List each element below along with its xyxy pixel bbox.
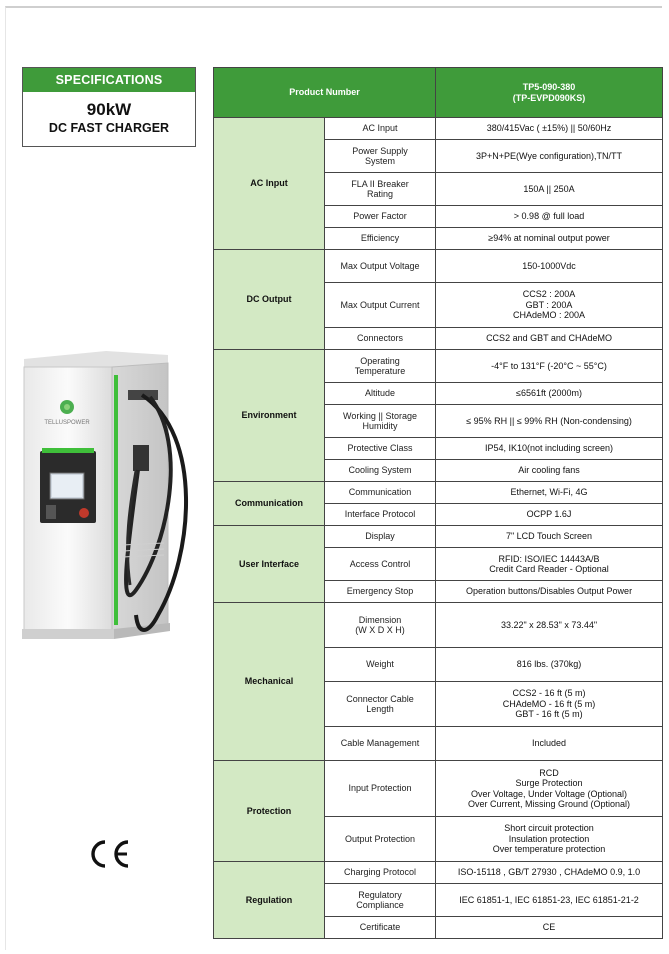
parameter-value: CE	[436, 917, 663, 939]
product-type: DC FAST CHARGER	[48, 121, 170, 135]
parameter-label: Altitude	[325, 383, 436, 405]
table-row	[214, 482, 663, 504]
table-row	[214, 862, 663, 884]
parameter-value: CCS2 - 16 ft (5 m) CHAdeMO - 16 ft (5 m) GBT - 16 ft (5 m)	[436, 682, 663, 727]
specifications-heading: SPECIFICATIONS	[23, 68, 195, 92]
parameter-value: 816 lbs. (370kg)	[436, 648, 663, 682]
parameter-value: CCS2 : 200A GBT : 200A CHAdeMO : 200A	[436, 283, 663, 328]
section-label: Environment	[214, 350, 325, 482]
table-row	[214, 526, 663, 548]
parameter-value: ≥94% at nominal output power	[436, 228, 663, 250]
section-label: Mechanical	[214, 603, 325, 761]
parameter-label: Operating Temperature	[325, 350, 436, 383]
parameter-label: Power Supply System	[325, 140, 436, 173]
parameter-label: Max Output Voltage	[325, 250, 436, 283]
parameter-label: FLA II Breaker Rating	[325, 173, 436, 206]
parameter-label: Connector Cable Length	[325, 682, 436, 727]
product-number-value: TP5-090-380 (TP-EVPD090KS)	[436, 68, 663, 118]
section-label: AC Input	[214, 118, 325, 250]
parameter-value: > 0.98 @ full load	[436, 206, 663, 228]
parameter-value: RFID: ISO/IEC 14443A/B Credit Card Reader - Optional	[436, 548, 663, 581]
parameter-label: Output Protection	[325, 817, 436, 862]
parameter-label: Regulatory Compliance	[325, 884, 436, 917]
parameter-value: 380/415Vac ( ±15%) || 50/60Hz	[436, 118, 663, 140]
parameter-value: 33.22" x 28.53" x 73.44"	[436, 603, 663, 648]
charger-image	[18, 345, 198, 645]
parameter-label: Weight	[325, 648, 436, 682]
parameter-value: Operation buttons/Disables Output Power	[436, 581, 663, 603]
parameter-value: Ethernet, Wi-Fi, 4G	[436, 482, 663, 504]
parameter-value: CCS2 and GBT and CHAdeMO	[436, 328, 663, 350]
power-rating: 90kW	[86, 100, 132, 119]
section-label: Communication	[214, 482, 325, 526]
parameter-value: 150A || 250A	[436, 173, 663, 206]
parameter-value: 150-1000Vdc	[436, 250, 663, 283]
parameter-value: OCPP 1.6J	[436, 504, 663, 526]
table-header-row	[214, 68, 663, 118]
parameter-value: -4°F to 131°F (-20°C ~ 55°C)	[436, 350, 663, 383]
brand-logo-text: TELLUSPOWER	[44, 420, 90, 426]
brand-logo	[60, 400, 74, 414]
parameter-label: AC Input	[325, 118, 436, 140]
parameter-label: Charging Protocol	[325, 862, 436, 884]
parameter-label: Interface Protocol	[325, 504, 436, 526]
parameter-value: Short circuit protection Insulation protection Over temperature protection	[436, 817, 663, 862]
parameter-value: RCD Surge Protection Over Voltage, Under Voltage (Optional) Over Current, Missing Ground (Optional)	[436, 761, 663, 817]
table-row	[214, 250, 663, 283]
parameter-value: IP54, IK10(not including screen)	[436, 438, 663, 460]
parameter-label: Protective Class	[325, 438, 436, 460]
parameter-label: Access Control	[325, 548, 436, 581]
parameter-label: Cooling System	[325, 460, 436, 482]
product-number-label: Product Number	[214, 68, 436, 118]
section-label: Regulation	[214, 862, 325, 939]
parameter-value: ≤6561ft (2000m)	[436, 383, 663, 405]
parameter-value: 3P+N+PE(Wye configuration),TN/TT	[436, 140, 663, 173]
parameter-value: Air cooling fans	[436, 460, 663, 482]
parameter-label: Emergency Stop	[325, 581, 436, 603]
table-row	[214, 350, 663, 383]
parameter-label: Display	[325, 526, 436, 548]
table-row	[214, 603, 663, 648]
table-row	[214, 761, 663, 817]
parameter-label: Certificate	[325, 917, 436, 939]
specifications-box	[22, 67, 196, 147]
parameter-value: ≤ 95% RH || ≤ 99% RH (Non-condensing)	[436, 405, 663, 438]
parameter-value: IEC 61851-1, IEC 61851-23, IEC 61851-21-2	[436, 884, 663, 917]
section-label: DC Output	[214, 250, 325, 350]
parameter-label: Input Protection	[325, 761, 436, 817]
parameter-label: Communication	[325, 482, 436, 504]
ce-mark	[88, 838, 132, 875]
parameter-label: Power Factor	[325, 206, 436, 228]
table-row	[214, 118, 663, 140]
section-label: User Interface	[214, 526, 325, 603]
parameter-value: ISO-15118 , GB/T 27930 , CHAdeMO 0.9, 1.0	[436, 862, 663, 884]
parameter-label: Working || Storage Humidity	[325, 405, 436, 438]
parameter-value: Included	[436, 727, 663, 761]
specifications-table	[213, 67, 663, 939]
parameter-label: Connectors	[325, 328, 436, 350]
parameter-label: Max Output Current	[325, 283, 436, 328]
parameter-label: Cable Management	[325, 727, 436, 761]
parameter-label: Efficiency	[325, 228, 436, 250]
parameter-label: Dimension (W X D X H)	[325, 603, 436, 648]
parameter-value: 7" LCD Touch Screen	[436, 526, 663, 548]
section-label: Protection	[214, 761, 325, 862]
